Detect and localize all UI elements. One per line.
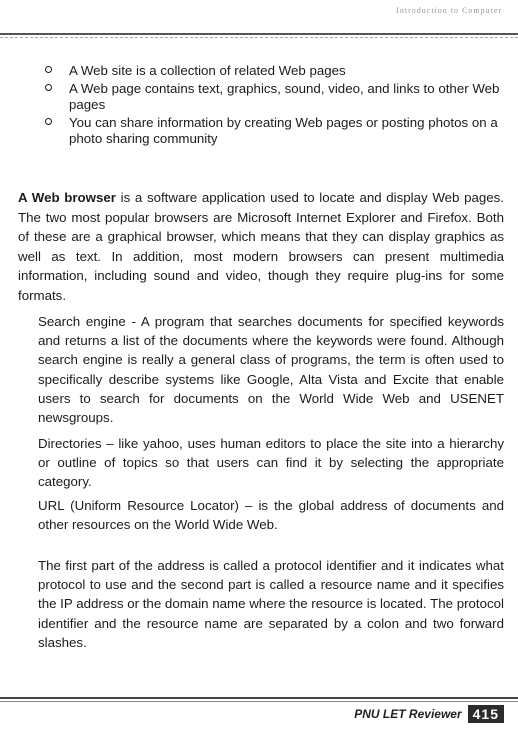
protocol-paragraph: The first part of the address is called a protocol identifier and it indicates what protocol to use and the second part is called a resource name and it specifies the IP address or the domain name where the resource is located. The protocol identifier and the resource name are separated by a colon and two forward slashes. bbox=[38, 558, 504, 650]
footer-rule bbox=[0, 697, 518, 699]
web-browser-text: is a software application used to locate and display Web pages. The two most popular browsers are Microsoft Internet Explorer and Firefox. Both of these are a graphical browser, which means that they can display graphics as well as text. In addition, most modern browsers can present multimedia information, including sound and video, though they require plug-ins for some formats. bbox=[18, 190, 505, 303]
bullet-text: You can share information by creating Web pages or posting photos on a photo sharing community bbox=[69, 115, 498, 146]
page-number-badge: 415 bbox=[468, 705, 504, 723]
bullet-circle-icon bbox=[45, 66, 52, 73]
page-footer bbox=[354, 705, 504, 723]
url-paragraph: URL (Uniform Resource Locator) – is the global address of documents and other resources on the World Wide Web. bbox=[38, 498, 504, 533]
footer-rule-secondary bbox=[0, 701, 518, 702]
bullet-text: A Web page contains text, graphics, sound, video, and links to other Web pages bbox=[69, 81, 500, 112]
bullet-item bbox=[42, 63, 506, 79]
bullet-circle-icon bbox=[45, 118, 52, 125]
running-header: Introduction to Computer bbox=[396, 6, 502, 15]
bullet-text: A Web site is a collection of related Web pages bbox=[69, 63, 346, 78]
header-rule-secondary bbox=[0, 37, 518, 38]
bullet-list bbox=[42, 63, 506, 149]
bullet-circle-icon bbox=[45, 84, 52, 91]
search-engine-paragraph: Search engine - A program that searches documents for specified keywords and returns a list of the documents where the keywords were found. Although search engine is really a general class of programs, the term is often used to specifically describe systems like Google, Alta Vista and Excite that enable users to search for documents on the World Wide Web and USENET newsgroups. bbox=[38, 314, 504, 426]
web-browser-term: A Web browser bbox=[18, 190, 116, 205]
bullet-item bbox=[42, 115, 506, 147]
web-browser-paragraph bbox=[18, 188, 504, 305]
directories-paragraph: Directories – like yahoo, uses human editors to place the site into a hierarchy or outline of topics so that users can find it by selecting the appropriate category. bbox=[38, 436, 504, 490]
bullet-item bbox=[42, 81, 506, 113]
footer-label: PNU LET Reviewer bbox=[354, 707, 462, 721]
header-rule bbox=[0, 33, 518, 35]
